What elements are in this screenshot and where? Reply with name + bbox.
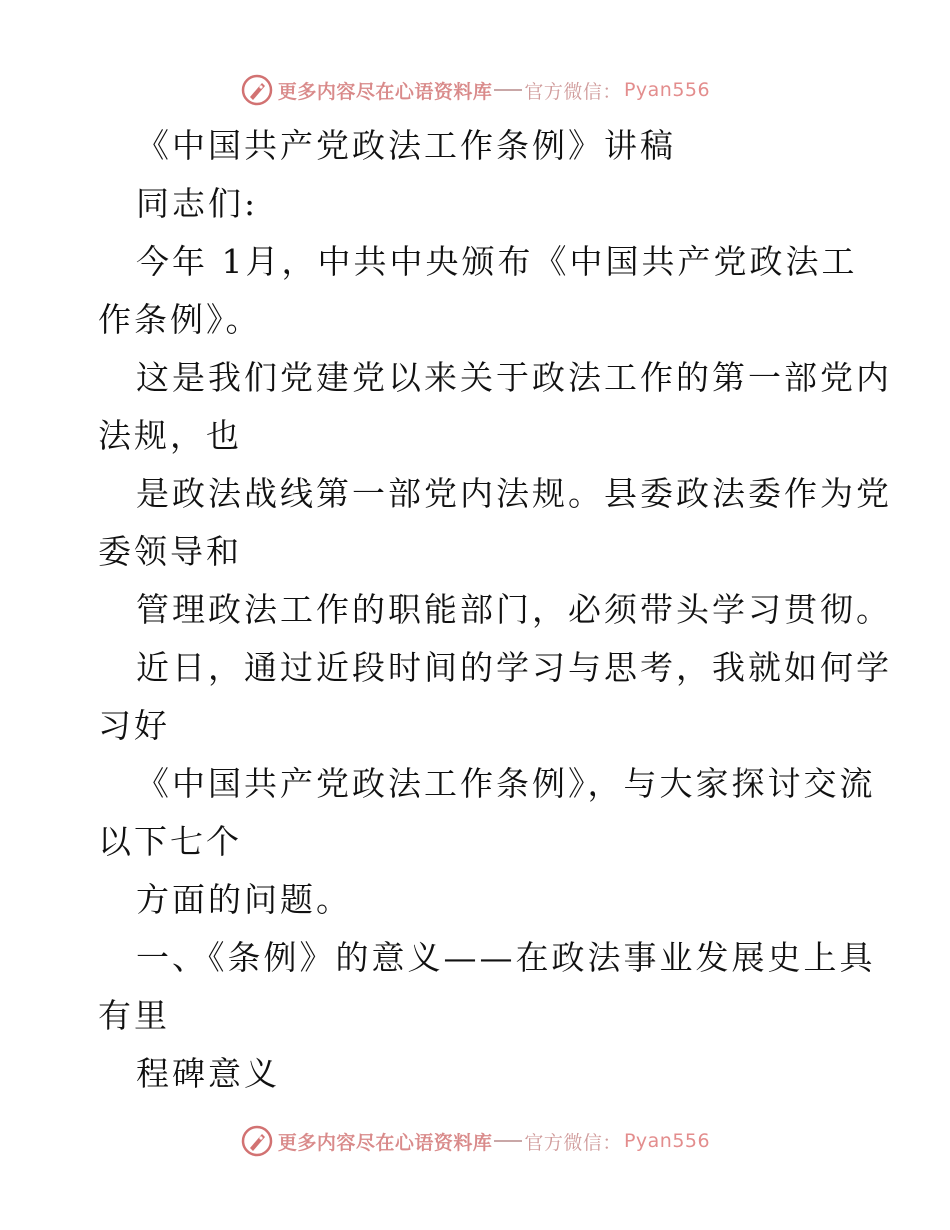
- text-line: 方面的问题。: [136, 880, 352, 919]
- pen-nib-logo-icon: [240, 1124, 274, 1158]
- watermark-account: Pyan556: [623, 1130, 711, 1152]
- text-line: 法规，也: [98, 416, 242, 455]
- pen-nib-logo-icon: [240, 73, 274, 107]
- text-line: 《中国共产党政法工作条例》讲稿: [136, 126, 676, 165]
- footer-watermark: [0, 1121, 950, 1161]
- header-watermark: [0, 70, 950, 110]
- watermark-wechat-label: 官方微信：: [524, 1131, 622, 1154]
- watermark-divider: [494, 89, 522, 91]
- text-line: 习好: [98, 706, 170, 745]
- text-line: 管理政法工作的职能部门，必须带头学习贯彻。: [136, 590, 892, 629]
- text-line: 《中国共产党政法工作条例》，与大家探讨交流: [136, 764, 876, 803]
- watermark-divider: [494, 1140, 522, 1142]
- text-line: 委领导和: [98, 532, 242, 571]
- text-line: 程碑意义: [136, 1054, 280, 1093]
- watermark-account: Pyan556: [623, 79, 711, 101]
- watermark-banner: [240, 1124, 710, 1158]
- text-line: 作条例》。: [98, 300, 262, 339]
- text-line: 一、《条例》的意义——在政法事业发展史上具: [136, 938, 876, 977]
- watermark-text: 更多内容尽在心语资料库: [277, 1131, 493, 1154]
- text-line: 是政法战线第一部党内法规。县委政法委作为党: [136, 474, 892, 513]
- watermark-banner: [240, 73, 710, 107]
- text-line: 这是我们党建党以来关于政法工作的第一部党内: [136, 358, 892, 397]
- text-line: 近日，通过近段时间的学习与思考，我就如何学: [136, 648, 892, 687]
- text-line: 同志们:: [136, 184, 259, 223]
- document-body: [98, 117, 892, 1103]
- text-line: 有里: [98, 996, 170, 1035]
- text-line: 今年 1月，中共中央颁布《中国共产党政法工: [136, 242, 858, 281]
- watermark-wechat-label: 官方微信：: [524, 80, 622, 103]
- watermark-text: 更多内容尽在心语资料库: [277, 80, 493, 103]
- text-line: 以下七个: [98, 822, 242, 861]
